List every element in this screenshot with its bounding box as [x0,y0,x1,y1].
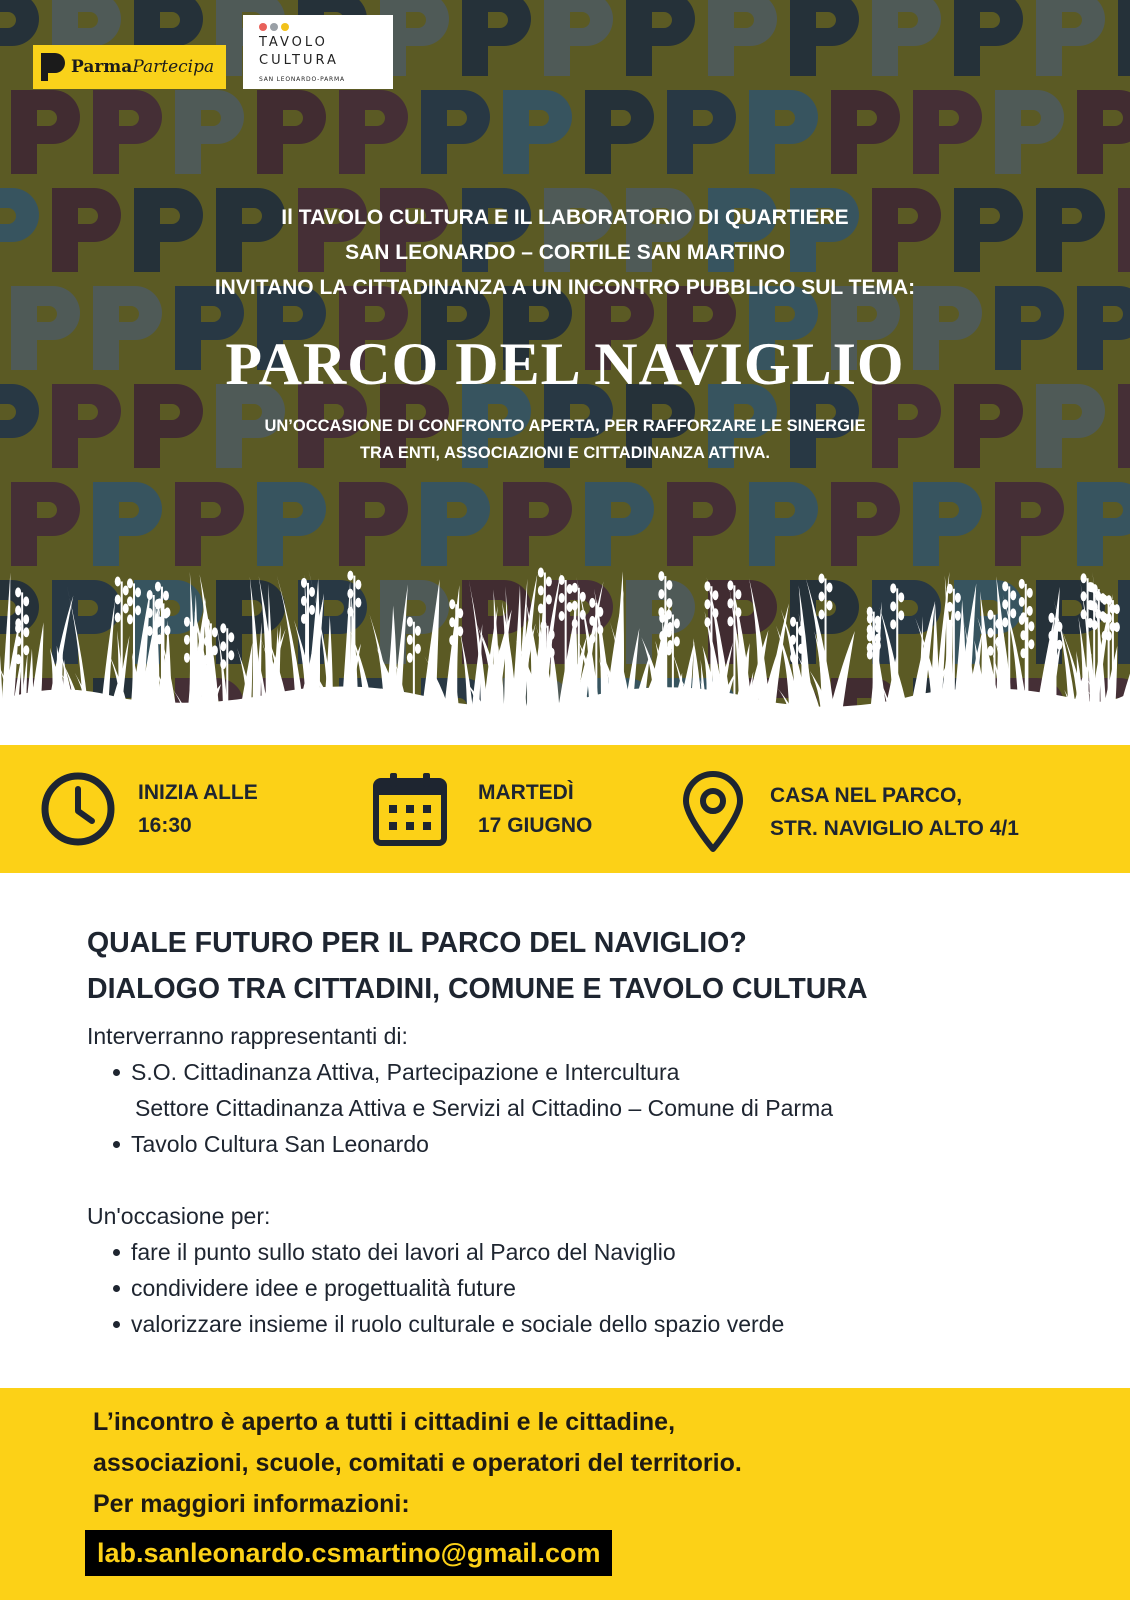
grass-seed-head [1028,639,1034,649]
clock-icon [40,771,116,847]
grass-seed-head [1048,631,1054,641]
grass-seed-head [457,608,463,618]
grass-seed-head [1095,609,1101,619]
headline [87,920,1067,1012]
intro-line-1: Il TAVOLO CULTURA E IL LABORATORIO DI QUARTIERE [281,206,849,229]
grass-seed-head [147,608,153,618]
hero-banner [0,0,1130,745]
grass-seed-head [301,596,307,606]
headline-line-2: DIALOGO TRA CITTADINI, COMUNE E TAVOLO CULTURA [87,973,868,1005]
grass-seed-head [1095,591,1101,601]
grass-seed-head [674,636,680,646]
grass-seed-head [15,605,21,615]
grass-seed-head [658,571,664,581]
grass-seed-head [827,601,833,611]
grass-seed-head [567,602,573,612]
grass-seed-head [867,614,873,624]
tavolo-cultura-dots [259,23,289,31]
calendar-icon [372,771,448,847]
grass-seed-head [666,580,672,590]
p-pattern-letter [749,482,818,566]
grass-seed-head [309,605,315,615]
grass-seed-head [1027,588,1033,598]
date-value: 17 GIUGNO [478,814,593,837]
grass-seed-head [955,611,961,621]
grass-seed-head [898,610,904,620]
time-value: 16:30 [138,814,192,837]
logo-dot-grey [270,23,278,31]
grass-seed-head [1019,579,1025,589]
grass-seed-head [1081,609,1087,619]
footer-text [93,1402,742,1525]
tavolo-cultura-line2: CULTURA [259,53,339,68]
grass-seed-head [184,653,190,663]
grass-seed-head [538,586,544,596]
grass-seed-head [947,602,953,612]
p-pattern-letter [503,90,572,174]
place-label: CASA NEL PARCO, [770,784,963,807]
list-item: fare il punto sullo stato dei lavori al Parco del Naviglio [109,1234,1067,1270]
grass-seed-head [23,596,29,606]
p-pattern-letter [175,90,244,174]
p-pattern-letter [339,90,408,174]
grass-seed-head [589,616,595,626]
grass-seed-head [1087,618,1093,628]
grass-seed-head [220,659,226,669]
list-item: valorizzare insieme il ruolo culturale e sociale dello spazio verde [109,1306,1067,1342]
grass-seed-head [123,585,129,595]
grass-seed-head [15,623,21,633]
intro-line-3: INVITANO LA CITTADINANZA A UN INCONTRO PUBBLICO SUL TEMA: [214,276,916,299]
grass-seed-head [947,584,953,594]
grass-seed-head [597,607,603,617]
grass-seed-head [597,625,603,635]
speakers-list [87,1054,1067,1162]
grass-seed-head [123,603,129,613]
grass-seed-head [667,622,673,632]
logo-dot-yellow [281,23,289,31]
grass-seed-head [449,617,455,627]
grass-seed-head [589,598,595,608]
grass-seed-head [449,635,455,645]
grass-seed-head [220,641,226,651]
grass-seed-head [347,571,353,581]
grass-seed-head [955,593,961,603]
grass-seed-head [147,626,153,636]
grass-seed-head [1106,631,1112,641]
grass-seed-head [735,589,741,599]
grass-seed-head [1010,590,1016,600]
grass-seed-head [572,619,578,629]
grass-seed-head [580,610,586,620]
grass-seed-head [23,614,29,624]
grass-seed-head [155,582,161,592]
p-pattern-letter [626,0,695,76]
footer-line-1: L’incontro è aperto a tutti i cittadini e le cittadine, [93,1408,676,1436]
grass-seed-head [457,626,463,636]
grass-seed-head [1002,599,1008,609]
tavolo-cultura-line1: TAVOLO [259,35,328,50]
info-time [40,771,258,847]
grass-seed-head [589,634,595,644]
grass-seed-head [184,617,190,627]
grass-seed-head [1027,606,1033,616]
grass-seed-head [727,580,733,590]
grass-seed-head [415,626,421,636]
grass-seed-head [204,636,210,646]
date-text [478,776,592,842]
grass-seed-head [1087,582,1093,592]
grass-seed-head [790,653,796,663]
grass-seed-head [1019,615,1025,625]
grass-seed-head [156,616,162,626]
grass-seed-head [674,618,680,628]
grass-blade [609,571,624,730]
grass-seed-head [204,654,210,664]
grass-seed-head [163,591,169,601]
tavolo-cultura-logo [243,15,393,89]
grass-seed-head [947,620,953,630]
grass-seed-head [1048,613,1054,623]
grass-seed-head [819,610,825,620]
grass-seed-head [549,630,555,640]
p-pattern-letter [421,90,490,174]
p-pattern-letter [913,90,982,174]
p-pattern-letter [462,0,531,76]
grass-seed-head [164,607,170,617]
headline-line-1: QUALE FUTURO PER IL PARCO DEL NAVIGLIO? [87,927,747,959]
grass-seed-head [1114,604,1120,614]
grass-seed-head [355,580,361,590]
main-content [87,920,1067,1342]
grass-seed-head [1002,617,1008,627]
p-pattern-letter [503,482,572,566]
grass-seed-head [301,578,307,588]
p-pattern-letter [11,482,80,566]
time-text [138,776,258,842]
p-pattern-letter [339,482,408,566]
grass-seed-head [735,607,741,617]
grass-seed-head [15,587,21,597]
grass-seed-head [987,646,993,656]
p-pattern-letter [667,90,736,174]
grass-seed-head [659,631,665,641]
parma-partecipa-wordmark: ParmaPartecipa [71,57,215,77]
list-item [109,1126,1067,1162]
p-pattern-letter [1118,0,1130,76]
grass-seed-head [164,625,170,635]
grass-seed-head [704,581,710,591]
event-info-band [0,745,1130,873]
p-pattern-letter [544,0,613,76]
grass-silhouette [0,560,1130,745]
grass-seed-head [790,617,796,627]
p-pattern-letter [1077,90,1130,174]
p-pattern-letter [995,90,1064,174]
p-pattern-letter [708,0,777,76]
grass-seed-head [827,583,833,593]
invitation-intro [0,200,1130,305]
grass-seed-head [890,583,896,593]
grass-seed-head [212,627,218,637]
grass-seed-head [23,627,29,637]
grass-seed-head [819,592,825,602]
speaker-1-line-2: Settore Cittadinanza Attiva e Servizi al Cittadino – Comune di Parma [135,1095,834,1121]
grass-seed-head [995,619,1001,629]
grass-seed-head [449,599,455,609]
grass-seed-head [875,641,881,651]
p-pattern-letter [585,482,654,566]
subtitle-line-1: UN’OCCASIONE DI CONFRONTO APERTA, PER RAFFORZARE LE SINERGIE [264,417,866,435]
grass-seed-head [867,632,873,642]
p-pattern-letter [585,90,654,174]
grass-seed-head [875,623,881,633]
intro-line-2: SAN LEONARDO – CORTILE SAN MARTINO [345,241,785,264]
grass-seed-head [1010,608,1016,618]
grass-seed-head [995,637,1001,647]
grass-seed-head [1106,613,1112,623]
grass-seed-head [987,610,993,620]
footer-line-2: associazioni, scuole, comitati e operatori del territorio. [93,1449,742,1477]
grass-seed-head [727,616,733,626]
grass-seed-head [15,636,21,646]
p-pattern-letter [1036,0,1105,76]
grass-seed-head [204,618,210,628]
grass-seed-head [546,595,552,605]
grass-seed-head [666,609,672,619]
grass-seed-head [1056,640,1062,650]
grass-seed-head [192,626,198,636]
grass-seed-head [712,608,718,618]
grass-seed-head [559,575,565,585]
grass-seed-head [659,613,665,623]
grass-seed-head [301,614,307,624]
grass-seed-head [355,598,361,608]
p-pattern-letter [790,0,859,76]
grass-seed-head [1087,600,1093,610]
event-title: PARCO DEL NAVIGLIO [225,331,905,397]
grass-seed-head [538,604,544,614]
grass-seed-head [220,623,226,633]
grass-seed-head [1081,573,1087,583]
grass-seed-head [580,592,586,602]
p-pattern-letter [667,482,736,566]
grass-seed-head [415,644,421,654]
grass-seed-head [228,650,234,660]
map-pin-icon [680,771,746,853]
list-item [109,1054,1067,1126]
grass-seed-head [228,632,234,642]
p-pattern-letter [11,90,80,174]
grass-seed-head [798,644,804,654]
p-pattern-letter [175,482,244,566]
grass-seed-head [1048,649,1054,659]
grass-seed-head [407,635,413,645]
grass-seed-head [658,589,664,599]
footer-band [0,1388,1130,1600]
grass-seed-head [667,640,673,650]
grass-seed-head [1081,591,1087,601]
place-text [770,779,1019,845]
list-item: condividere idee e progettualità future [109,1270,1067,1306]
contact-email[interactable]: lab.sanleonardo.csmartino@gmail.com [85,1530,612,1576]
grass-seed-head [15,654,21,664]
grass-seed-head [309,587,315,597]
grass-seed-head [798,626,804,636]
grass-seed-head [184,635,190,645]
program-text [87,1018,1067,1342]
grass-seed-head [156,598,162,608]
grass-seed-head [704,599,710,609]
grass-seed-head [1002,581,1008,591]
grass-seed-head [666,598,672,608]
grass-seed-head [156,634,162,644]
speaker-2: Tavolo Cultura San Leonardo [131,1131,429,1157]
logo-dot-red [259,23,267,31]
grass-seed-head [790,635,796,645]
grass-seed-head [572,601,578,611]
grass-seed-head [135,587,141,597]
p-pattern-letter [872,0,941,76]
grass-seed-head [727,598,733,608]
grass-seed-head [559,593,565,603]
grass-seed-head [898,592,904,602]
occasion-list [87,1234,1067,1342]
grass-seed-head [23,645,29,655]
p-pattern-letter [749,90,818,174]
grass-seed-head [704,617,710,627]
grass-seed-head [1019,597,1025,607]
grass-seed-head [192,644,198,654]
grass-seed-head [127,578,133,588]
grass-seed-head [546,577,552,587]
grass-seed-head [1106,595,1112,605]
p-pattern-letter [257,90,326,174]
grass-seed-head [1056,622,1062,632]
p-pattern-letter [831,90,900,174]
grass-seed-head [115,612,121,622]
grass-seed-head [572,583,578,593]
speaker-1-line-1: S.O. Cittadinanza Attiva, Partecipazione e Intercultura [131,1059,680,1085]
p-pattern-letter [93,482,162,566]
grass-seed-head [712,590,718,600]
grass-seed-head [115,594,121,604]
info-date [372,771,592,847]
grass-seed-head [549,648,555,658]
grass-seed-head [567,584,573,594]
grass-seed-head [407,617,413,627]
grass-seed-head [212,645,218,655]
p-pattern-letter [1077,482,1130,566]
grass-seed-head [115,576,121,586]
grass-seed-head [407,653,413,663]
time-label: INIZIA ALLE [138,781,258,804]
parma-partecipa-logo [33,45,226,89]
occasion-intro: Un'occasione per: [87,1203,271,1229]
p-pattern-letter [421,482,490,566]
grass-seed-head [559,611,565,621]
place-value: STR. NAVIGLIO ALTO 4/1 [770,817,1019,840]
grass-seed-head [890,619,896,629]
grass-seed-head [1028,621,1034,631]
grass-seed-head [538,568,544,578]
grass-seed-head [659,649,665,659]
grass-seed-head [890,601,896,611]
grass-seed-head [127,596,133,606]
footer-line-3: Per maggiori informazioni: [93,1490,410,1518]
info-place [680,771,1019,853]
grass-seed-head [819,574,825,584]
tavolo-cultura-line3: SAN LEONARDO-PARMA [259,76,345,83]
grass-seed-head [347,589,353,599]
grass-seed-head [147,590,153,600]
grass-seed-head [135,605,141,615]
p-pattern-letter [831,482,900,566]
grass-seed-head [867,650,873,660]
p-pattern-letter [93,90,162,174]
p-pattern-letter [257,482,326,566]
grass-seed-head [1114,622,1120,632]
p-pattern-letter [913,482,982,566]
grass-seed-head [347,607,353,617]
grass-seed-head [987,628,993,638]
subtitle-line-2: TRA ENTI, ASSOCIAZIONI E CITTADINANZA ATTIVA. [359,444,771,462]
event-subtitle [0,413,1130,467]
date-label: MARTEDÌ [478,781,574,804]
parma-partecipa-p-icon [39,51,67,83]
grass-seed-head [127,614,133,624]
p-pattern-letter [995,482,1064,566]
speakers-intro: Interverranno rappresentanti di: [87,1023,408,1049]
p-pattern-letter [954,0,1023,76]
